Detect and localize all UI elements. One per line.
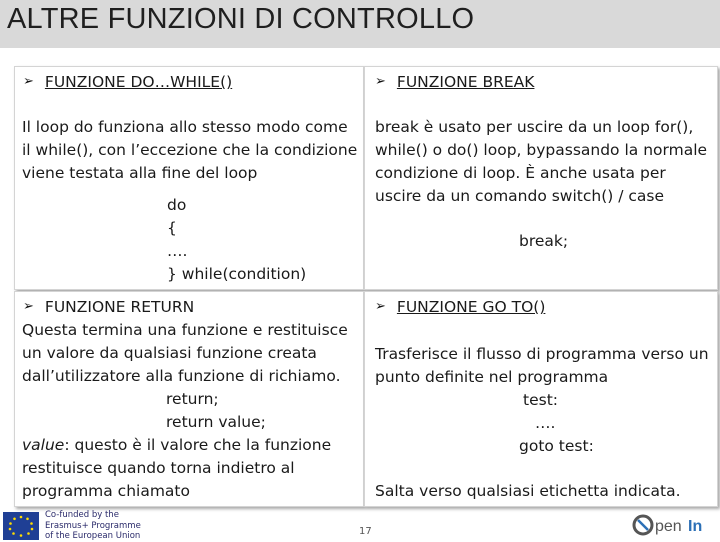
eu-text-line-1: Co-funded by the xyxy=(45,510,119,520)
break-heading xyxy=(375,71,534,94)
goto-body-line-1: Trasferisce il flusso di programma verso un xyxy=(375,345,709,363)
arrow-bullet-icon: ➢ xyxy=(375,299,386,314)
do-while-code-line-4: } while(condition) xyxy=(167,265,307,283)
return-body-line-3: dall’utilizzatore alla funzione di richiamo. xyxy=(22,367,341,385)
return-note-line-2: restituisce quando torna indietro al xyxy=(22,459,295,477)
do-while-body-line-2: il while(), con l’eccezione che la condizione xyxy=(22,141,358,159)
break-body-line-1: break è usato per uscire da un loop for(), xyxy=(375,118,694,136)
title-bar xyxy=(0,0,720,48)
eu-text-line-2: Erasmus+ Programme xyxy=(45,520,141,531)
return-body-line-2: un valore da qualsiasi funzione creata xyxy=(22,344,317,362)
return-note-line-3: programma chiamato xyxy=(22,482,190,500)
slide-title: ALTRE FUNZIONI DI CONTROLLO xyxy=(7,3,475,35)
break-body-line-4: uscire da un comando switch() / case xyxy=(375,187,665,205)
do-while-code-line-2: { xyxy=(167,219,177,237)
return-note-italic: value xyxy=(22,436,65,454)
eu-flag-icon xyxy=(3,512,39,540)
do-while-code-line-3: …. xyxy=(167,242,188,260)
break-body-line-2: while() o do() loop, bypassando la normale xyxy=(375,141,708,159)
return-note-line-1 xyxy=(22,434,331,457)
arrow-bullet-icon: ➢ xyxy=(375,74,386,89)
eu-funding-text xyxy=(45,510,141,542)
svg-text:In: In xyxy=(688,518,703,535)
goto-heading xyxy=(375,296,545,319)
goto-code-line-2: …. xyxy=(535,414,556,432)
goto-code-line-1: test: xyxy=(523,391,558,409)
goto-footer: Salta verso qualsiasi etichetta indicata. xyxy=(375,482,681,500)
do-while-heading xyxy=(23,71,232,94)
return-heading-text: FUNZIONE RETURN xyxy=(44,298,195,316)
break-heading-text: FUNZIONE BREAK xyxy=(396,73,535,91)
openin-logo xyxy=(632,512,712,538)
do-while-code-line-1: do xyxy=(167,196,187,214)
svg-text:pen: pen xyxy=(655,518,682,535)
return-code-line-1: return; xyxy=(166,390,219,408)
break-body-line-3: condizione di loop. È anche usata per xyxy=(375,164,666,182)
goto-code-line-3: goto test: xyxy=(519,437,594,455)
goto-body-line-2: punto definite nel programma xyxy=(375,368,609,386)
eu-text-line-3: of the European Union xyxy=(45,531,141,541)
return-body-line-1: Questa termina una funzione e restituisce xyxy=(22,321,348,339)
return-box xyxy=(14,291,364,507)
arrow-bullet-icon: ➢ xyxy=(23,74,34,89)
do-while-box xyxy=(14,66,364,290)
break-box xyxy=(364,66,718,290)
return-heading xyxy=(23,296,194,319)
do-while-heading-text: FUNZIONE DO…WHILE() xyxy=(44,73,233,91)
do-while-body-line-3: viene testata alla fine del loop xyxy=(22,164,258,182)
break-code: break; xyxy=(519,232,569,250)
erasmus-logo xyxy=(0,508,150,540)
return-code-line-2: return value; xyxy=(166,413,266,431)
goto-box xyxy=(364,291,718,507)
return-note-rest: : questo è il valore che la funzione xyxy=(64,436,332,454)
arrow-bullet-icon: ➢ xyxy=(23,299,34,314)
page-number: 17 xyxy=(359,526,372,537)
goto-heading-text: FUNZIONE GO TO() xyxy=(396,298,546,316)
do-while-body-line-1: Il loop do funziona allo stesso modo come xyxy=(22,118,348,136)
